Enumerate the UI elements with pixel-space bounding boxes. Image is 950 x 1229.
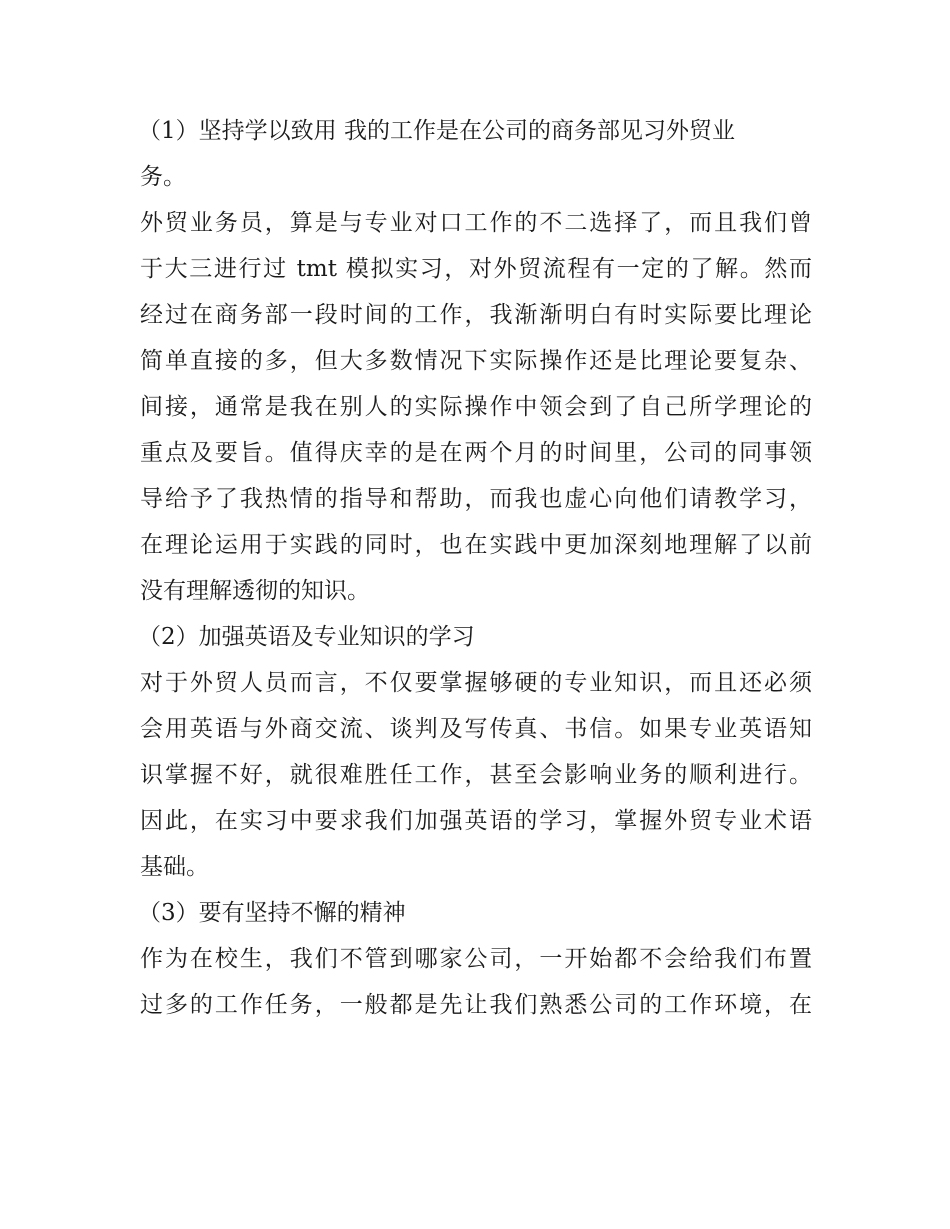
paragraph-line: 于大三进行过 tmt 模拟实习，对外贸流程有一定的了解。然而 [140, 256, 812, 282]
paragraph-line: 导给予了我热情的指导和帮助，而我也虚心向他们请教学习， [140, 486, 812, 512]
paragraph-line: 经过在商务部一段时间的工作，我渐渐明白有时实际要比理论 [140, 302, 812, 328]
section-heading-line: （1）坚持学以致用 我的工作是在公司的商务部见习外贸业 [138, 118, 735, 144]
paragraph-line: 会用英语与外商交流、谈判及写传真、书信。如果专业英语知 [140, 716, 812, 742]
paragraph-line: 简单直接的多，但大多数情况下实际操作还是比理论要复杂、 [140, 348, 812, 374]
paragraph-line: 过多的工作任务，一般都是先让我们熟悉公司的工作环境，在 [140, 992, 812, 1018]
paragraph-line: 没有理解透彻的知识。 [140, 578, 370, 604]
section-heading-line: （3）要有坚持不懈的精神 [138, 900, 406, 926]
paragraph-line: 重点及要旨。值得庆幸的是在两个月的时间里，公司的同事领 [140, 440, 812, 466]
paragraph-line: 外贸业务员，算是与专业对口工作的不二选择了，而且我们曾 [140, 210, 812, 236]
paragraph-line: 在理论运用于实践的同时，也在实践中更加深刻地理解了以前 [140, 532, 812, 558]
paragraph-line: 因此，在实习中要求我们加强英语的学习，掌握外贸专业术语 [140, 808, 812, 834]
paragraph-line: 对于外贸人员而言，不仅要掌握够硬的专业知识，而且还必须 [140, 670, 812, 696]
section-heading-line: （2）加强英语及专业知识的学习 [138, 624, 475, 650]
paragraph-line: 识掌握不好，就很难胜任工作，甚至会影响业务的顺利进行。 [140, 762, 812, 788]
paragraph-line: 务。 [140, 164, 186, 190]
paragraph-line: 基础。 [140, 854, 209, 880]
paragraph-line: 作为在校生，我们不管到哪家公司，一开始都不会给我们布置 [140, 946, 812, 972]
document-body [140, 108, 812, 1028]
paragraph-line: 间接，通常是我在别人的实际操作中领会到了自己所学理论的 [140, 394, 812, 420]
